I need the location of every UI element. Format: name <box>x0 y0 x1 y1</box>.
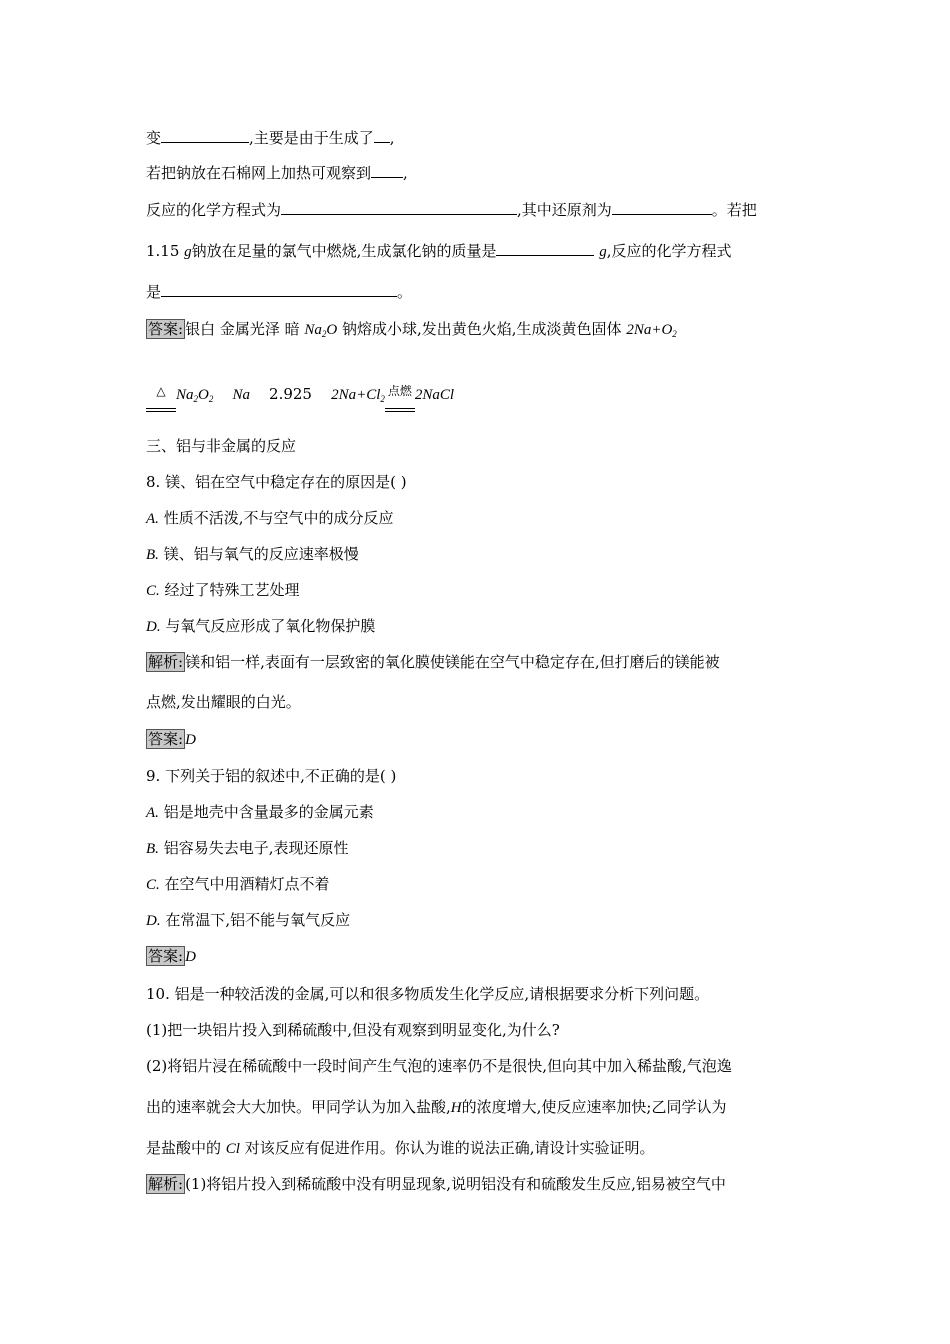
q9-option-a[interactable] <box>146 802 374 823</box>
q7-line-5 <box>146 282 412 302</box>
answer-blank[interactable] <box>496 241 594 256</box>
nacl-mass: 2.925 <box>269 385 312 403</box>
q9-option-b[interactable] <box>146 838 348 859</box>
answer-text: 银白 金属光泽 暗 <box>185 320 305 338</box>
q7-text: ,其中还原剂为 <box>517 201 612 219</box>
ion-cl: Cl <box>225 1141 240 1157</box>
q10-text: 的浓度增大,使反应速率加快;乙同学认为 <box>461 1098 727 1116</box>
q9-option-c[interactable] <box>146 874 330 895</box>
q8-option-a[interactable] <box>146 508 393 529</box>
answer-blank[interactable] <box>281 200 517 215</box>
equation-2-reactants: $2Na+Cl_2$ <box>331 387 385 404</box>
q8-option-c[interactable] <box>146 580 300 601</box>
q10-stem: 10. 铝是一种较活泼的金属,可以和很多物质发生化学反应,请根据要求分析下列问题。 <box>146 985 710 1003</box>
q10-part-2-line-1: (2)将铝片浸在稀硫酸中一段时间产生气泡的速率仍不是很快,但向其中加入稀盐酸,气泡逸 <box>146 1057 732 1075</box>
unit-gram: g <box>599 244 607 260</box>
section-title: 三、铝与非金属的反应 <box>146 437 297 455</box>
analysis-text: (1)将铝片投入到稀硫酸中没有明显现象,说明铝没有和硫酸发生反应,铝易被空气中 <box>185 1175 726 1193</box>
q10-text: 对该反应有促进作用。你认为谁的说法正确,请设计实验证明。 <box>239 1139 655 1157</box>
answer-blank[interactable] <box>161 282 397 297</box>
q10-text: 出的速率就会大大加快。甲同学认为加入盐酸, <box>146 1098 451 1116</box>
q9-stem: 9. 下列关于铝的叙述中,不正确的是( ) <box>146 767 397 785</box>
analysis-tag: 解析: <box>148 653 184 671</box>
q9-option-d[interactable] <box>146 910 350 931</box>
q10-part-2-line-2 <box>146 1097 726 1118</box>
q8-answer <box>146 729 196 750</box>
formula-nacl: 2NaCl <box>414 387 455 403</box>
q8-stem: 8. 镁、铝在空气中稳定存在的原因是( ) <box>146 473 407 491</box>
answer-blank[interactable] <box>371 163 403 178</box>
q8-option-d[interactable] <box>146 616 375 637</box>
q8-option-b[interactable] <box>146 544 359 565</box>
answer-tag: 答案: <box>148 730 184 748</box>
option-text: 镁、铝与氧气的反应速率极慢 <box>158 545 359 563</box>
q7-text: ,反应的化学方程式 <box>606 242 732 260</box>
q7-text: 若把钠放在石棉网上加热可观察到 <box>146 164 372 182</box>
answer-tag: 答案: <box>148 947 184 965</box>
unit-gram: g <box>184 244 192 260</box>
option-text: 经过了特殊工艺处理 <box>159 581 300 599</box>
q7-line-1 <box>146 128 395 148</box>
q7-answer-line-2 <box>146 384 454 409</box>
q7-text: ,主要是由于生成了 <box>249 129 374 147</box>
option-key: D. <box>146 619 161 635</box>
answer-value: D <box>185 949 196 965</box>
answer-value: D <box>185 732 196 748</box>
q7-answer-line-1 <box>146 319 677 344</box>
q8-analysis-line-2: 点燃,发出耀眼的白光。 <box>146 693 301 711</box>
q7-text: 1.15 <box>146 242 185 260</box>
answer-blank[interactable] <box>374 128 390 143</box>
answer-blank[interactable] <box>161 128 249 143</box>
heat-symbol: △ <box>156 384 166 398</box>
answer-blank[interactable] <box>612 200 712 215</box>
q10-part-1: (1)把一块铝片投入到稀硫酸中,但没有观察到明显变化,为什么? <box>146 1021 560 1039</box>
q7-text: 反应的化学方程式为 <box>146 201 282 219</box>
q7-text: 是 <box>146 283 162 301</box>
option-key: B. <box>146 547 159 563</box>
q7-text: 。若把 <box>711 201 757 219</box>
q7-text: 钠放在足量的氯气中燃烧,生成氯化钠的质量是 <box>191 242 497 260</box>
q9-answer <box>146 946 196 967</box>
option-key: C. <box>146 583 160 599</box>
q7-text: 。 <box>397 283 413 301</box>
option-key: A. <box>146 805 159 821</box>
option-key: D. <box>146 913 161 929</box>
reducing-agent: Na <box>232 387 250 403</box>
ignite-label: 点燃 <box>387 384 412 398</box>
equation-1-reactants: $2Na+O_2$ <box>626 322 677 339</box>
q7-text: , <box>389 129 395 147</box>
option-text: 铝容易失去电子,表现还原性 <box>158 839 349 857</box>
option-text: 性质不活泼,不与空气中的成分反应 <box>158 509 394 527</box>
q7-line-4 <box>146 241 732 262</box>
answer-tag: 答案: <box>148 320 184 338</box>
ion-h: H <box>450 1100 462 1116</box>
q10-analysis-line-1 <box>146 1174 726 1194</box>
q7-text: , <box>403 164 408 182</box>
answer-text: 钠熔成小球,发出黄色火焰,生成淡黄色固体 <box>337 320 627 338</box>
option-key: A. <box>146 511 159 527</box>
option-text: 在空气中用酒精灯点不着 <box>159 875 330 893</box>
q7-text: 变 <box>146 129 162 147</box>
q10-part-2-line-3 <box>146 1138 655 1159</box>
q8-analysis-line-1 <box>146 652 720 672</box>
option-key: B. <box>146 841 159 857</box>
analysis-text: 镁和铝一样,表面有一层致密的氧化膜使镁能在空气中稳定存在,但打磨后的镁能被 <box>185 653 720 671</box>
q10-text: 是盐酸中的 <box>146 1139 226 1157</box>
option-text: 与氧气反应形成了氧化物保护膜 <box>160 617 376 635</box>
option-text: 铝是地壳中含量最多的金属元素 <box>158 803 374 821</box>
option-key: C. <box>146 877 160 893</box>
formula-na2o2: $Na_2O_2$ <box>176 387 214 404</box>
option-text: 在常温下,铝不能与氧气反应 <box>160 911 351 929</box>
q7-line-2 <box>146 163 408 183</box>
formula-na2o: $Na_2O$ <box>304 322 338 339</box>
analysis-tag: 解析: <box>148 1175 184 1193</box>
q7-line-3 <box>146 200 757 220</box>
